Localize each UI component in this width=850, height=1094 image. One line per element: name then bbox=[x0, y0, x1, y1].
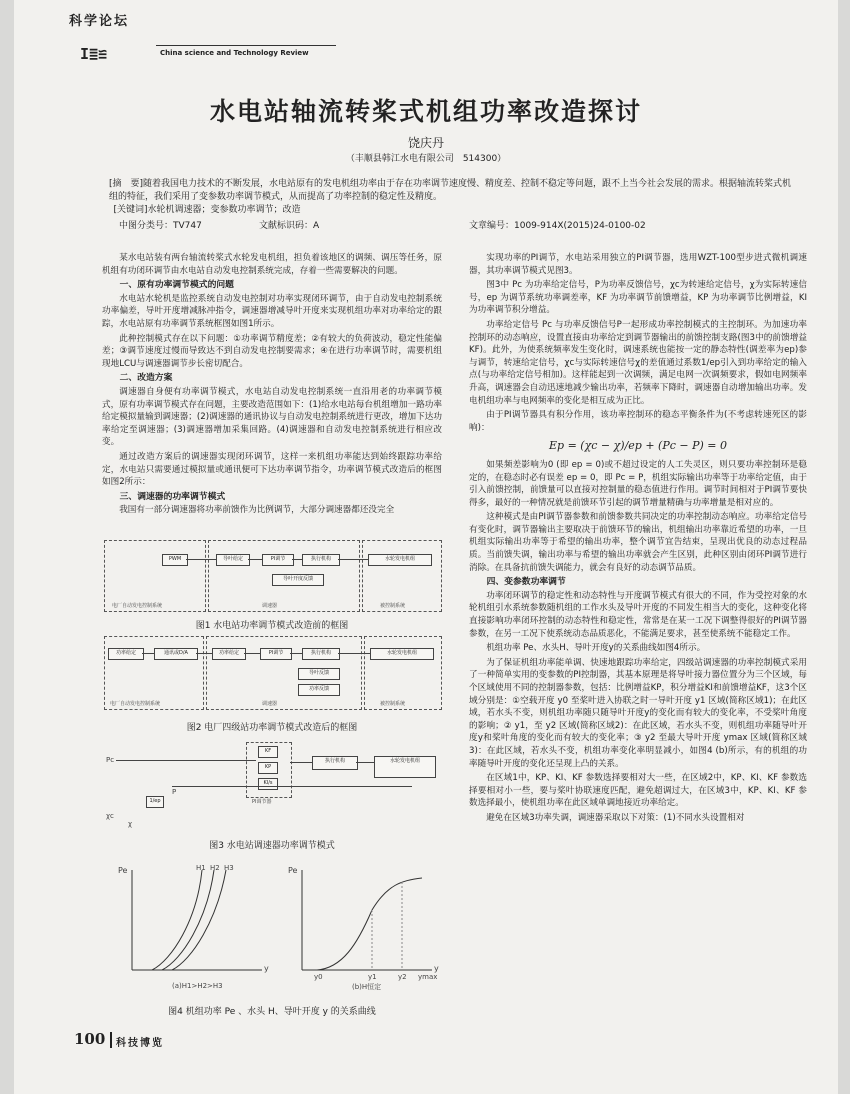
journal-logo: I≣≌ bbox=[80, 45, 108, 63]
fig1-guide-setpoint-box: 导叶给定 bbox=[216, 554, 250, 566]
fig1-region-label: 电厂自动发电控制系统 bbox=[112, 603, 163, 609]
fig2-power-feedback-box: 功率反馈 bbox=[298, 684, 340, 696]
paragraph: 实现功率的PI调节，水电站采用独立的PI调节器，选用WZT-100型步进式微机调速器，其功率调节模式见图3。 bbox=[469, 253, 807, 276]
left-column bbox=[102, 252, 442, 519]
section-heading: 二、改造方案 bbox=[119, 373, 173, 384]
fig2-region-label: 被控制系统 bbox=[380, 701, 406, 707]
fig4b-tick: y2 bbox=[398, 973, 407, 981]
fig3-kf-box: KF bbox=[258, 746, 278, 758]
paragraph: 这种模式是由PI调节器参数和前馈参数共同决定的功率控制动态响应。功率给定信号有变化时，调节器输出主要取决于前馈环节的输出，机组输出功率靠近希望的功率，一旦机组实际输出功率等于希望的输出功率，整个调节宜告结束，呈现出优良的动态过程品质。当前馈失调，输出功率与希望的输出功率就会产生区别，此种区别由闭环PI调节进行消除。在具备抗前馈失调能力，就会有良好的动态调节品质。 bbox=[469, 512, 807, 573]
fig3-link bbox=[116, 760, 256, 761]
fig3-label: P bbox=[172, 788, 177, 796]
paragraph: 为了保证机组功率能单调、快速地跟踪功率给定，四级站调速器的功率控制模式采用了一种简单实用的变参数的PI控制器，其基本原理是将导叶接力器位置分为三个区域，每个区域使用不同的控制器参数，包括：比例增益KP，积分增益KI和前馈增益KF，这3个区域分别是：①空载开度 y0 至桨叶进入协联之时一导叶开度 y1 区域(简称区域1)；在此区域，若水头不变，则机组功率随只随导叶开度y的变化而有较大的变化率，不受桨叶角度的影响；② y1，至 y2 区域(简称区域2)：在此区域，若水头不变，则机组功率随导叶开度y和桨叶角度的变化而有较大的变化率；③ y2 至最大导叶开度 ymax 区域(简称区域3)：在此区域，若水头不变，机组功率变化率明显减小，如图4 (b)所示，有的机组的功率随导叶开度的变化还呈现上凸的关系。 bbox=[469, 657, 807, 769]
right-column bbox=[469, 252, 807, 827]
fig2-link bbox=[290, 653, 302, 654]
figure-4 bbox=[102, 860, 442, 990]
fig1-link bbox=[248, 559, 262, 560]
fig2-turbine-box: 水轮发电机组 bbox=[370, 648, 434, 660]
fig2-link bbox=[338, 653, 370, 654]
fig1-turbine-box: 水轮发电机组 bbox=[368, 554, 432, 566]
affiliation: （丰顺县韩江水电有限公司 514300） bbox=[345, 154, 507, 164]
figure-1-caption: 图1 水电站功率调节模式改造前的框图 bbox=[195, 621, 349, 631]
page-number: 100 bbox=[74, 1030, 106, 1048]
fig2-link bbox=[244, 653, 260, 654]
fig1-pwm-box: PWM bbox=[162, 554, 188, 566]
fig2-link bbox=[142, 653, 154, 654]
fig4a-axis-y: y bbox=[264, 964, 269, 973]
paragraph: 调速器自身便有功率调节模式，水电站自动发电控制系统一直沿用老的功率调节模式，原有功率调节模式存在问题，主要改造范围如下：(1)给水电站每台机组增加一路功率给定模拟量输到调速器；(2)调速器的通讯协议与自动发电控制系统进行更改，增加下达功率给定至调速器；(3)调速器增加采集回路。(4)调速器和自动发电控制系统进行相应改变。 bbox=[102, 386, 442, 448]
paragraph: 某水电站装有两台轴流转桨式水轮发电机组，担负着该地区的调频、调压等任务，原机组有功闭环调节由水电站自动发电控制系统完成，存着一些需要解决的问题。 bbox=[102, 253, 442, 276]
figure-2-caption: 图2 电厂四级站功率调节模式改造后的框图 bbox=[186, 723, 358, 733]
section-heading: 四、变参数功率调节 bbox=[486, 577, 566, 588]
figure-4-curves bbox=[102, 860, 442, 990]
journal-name: China science and Technology Review bbox=[160, 49, 309, 57]
paragraph: 功率闭环调节的稳定性和动态特性与开度调节模式有很大的不同，作为受控对象的水轮机组引水系统参数随机组的工作水头及导叶开度的不同发生相当大的变化，这种变化将直接影响功率闭环控制的动态特性和稳定性，常常是在某一工况下调整得很好的PI调节器参数，在另一工况下使系统动态品质恶化，不能满足要求，甚至使系统不能稳定工作。 bbox=[469, 590, 807, 639]
keywords: [关键词]水轮机调速器；变参数功率调节；改造 bbox=[113, 205, 301, 215]
fig2-region-label: 调速器 bbox=[262, 701, 278, 707]
paragraph: 由于PI调节器具有积分作用，该功率控制环的稳态平衡条件为(不考虑转速死区的影响)： bbox=[469, 410, 807, 433]
fig1-pi-box: PI调节 bbox=[262, 554, 294, 566]
abstract-block bbox=[109, 178, 799, 217]
paragraph: 通过改造方案后的调速器实现闭环调节，这样一来机组功率能达到始终跟踪功率给定，水电站只需要通过模拟量或通讯便可下达功率调节指令，功率调节模式改造后的框图如图2所示： bbox=[102, 451, 442, 488]
section-heading: 三、调速器的功率调节模式 bbox=[119, 491, 226, 502]
steady-state-formula: Ep = (χc − χ)/ep + (Pc − P) = 0 bbox=[549, 439, 727, 453]
fig2-setpoint-box: 功率给定 bbox=[212, 648, 246, 660]
fig3-droop-box: 1/ep bbox=[146, 796, 164, 808]
author: 饶庆丹 bbox=[407, 136, 444, 150]
fig1-actuator-box: 执行机构 bbox=[302, 554, 340, 566]
fig3-link bbox=[290, 762, 312, 763]
fig3-turbine-box: 水轮发电机组 bbox=[374, 756, 436, 778]
fig4a-curve-label: H3 bbox=[224, 864, 234, 872]
fig1-region-label: 被控制系统 bbox=[380, 603, 406, 609]
footer-divider bbox=[110, 1032, 112, 1048]
figure-3 bbox=[102, 740, 442, 832]
footer-journal: 科技博览 bbox=[116, 1038, 164, 1049]
fig3-ki-box: KI/s bbox=[258, 778, 278, 790]
fig4a-curve-label: H1 bbox=[196, 864, 206, 872]
abstract-text: [摘 要]随着我国电力技术的不断发展，水电站原有的发电机组功率由于存在功率调节速度慢、精度差、控制不稳定等问题，跟不上当今社会发展的需求。根据轴流转桨式机组的特征，我们采用了变参数功率调节模式，从而提高了功率控制的稳定性及精度。 bbox=[109, 179, 792, 202]
paragraph: 此种控制模式存在以下问题：①功率调节精度差；②有较大的负荷波动，稳定性能偏差；③调节速度过慢而导致达不到自动发电控制要需求；④在进行功率调节时，需要机组现地LCU与调速器调节步长密切配合。 bbox=[102, 333, 442, 369]
fig1-link bbox=[292, 559, 302, 560]
fig4b-tick: y0 bbox=[314, 973, 323, 981]
figure-2 bbox=[102, 634, 442, 712]
fig4b-tick: y1 bbox=[368, 973, 377, 981]
header-rule bbox=[156, 45, 336, 46]
column-label: 科学论坛 bbox=[69, 14, 130, 29]
fig3-feedback-line bbox=[172, 786, 412, 787]
fig4b-tick: ymax bbox=[418, 973, 438, 981]
fig4-sub-a: (a)H1>H2>H3 bbox=[172, 982, 223, 990]
fig2-pi-box: PI调节 bbox=[260, 648, 292, 660]
clc-number: 中图分类号：TV747 bbox=[119, 221, 202, 231]
fig1-region-label: 调速器 bbox=[262, 603, 278, 609]
paragraph: 水电站水轮机是监控系统自动发电控制对功率实现闭环调节，由于自动发电控制系统功率偏差，导叶开度增减脉冲指令，调速器增减导叶开度来实现机组功率对功率给定的跟踪，水电站原有功率调节系统框图如图1所示。 bbox=[102, 293, 442, 329]
fig3-label: Pc bbox=[106, 756, 115, 764]
paper-page bbox=[14, 0, 838, 1094]
fig1-link bbox=[338, 559, 368, 560]
article-title: 水电站轴流转桨式机组功率改造探讨 bbox=[209, 97, 642, 126]
figure-4-caption: 图4 机组功率 Pe 、水头 H、导叶开度 y 的关系曲线 bbox=[168, 1007, 376, 1017]
fig2-region-label: 电厂自动发电控制系统 bbox=[110, 701, 161, 707]
fig3-label: PI调节器 bbox=[252, 799, 272, 805]
fig4b-axis-p: Pe bbox=[288, 866, 298, 875]
fig2-guide-feedback-box: 导叶反馈 bbox=[298, 668, 340, 680]
fig3-kp-box: KP bbox=[258, 762, 278, 774]
figure-1 bbox=[102, 538, 442, 614]
figure-3-caption: 图3 水电站调速器功率调节模式 bbox=[209, 841, 335, 851]
fig4-sub-b: (b)H恒定 bbox=[352, 983, 382, 991]
fig2-link bbox=[196, 653, 212, 654]
fig4a-axis-p: Pe bbox=[118, 866, 128, 875]
paragraph: 避免在区域3功率失调，调速器采取以下对策：(1)不同水头设置相对 bbox=[486, 812, 745, 823]
paragraph: 我国有一部分调速器将功率前馈作为比例调节，大部分调速器都还没完全 bbox=[119, 505, 395, 516]
fig1-feedback-box: 导叶开度反馈 bbox=[272, 574, 324, 586]
article-number: 文章编号：1009-914X(2015)24-0100-02 bbox=[469, 221, 646, 231]
fig2-actuator-box: 执行机构 bbox=[302, 648, 340, 660]
paragraph: 功率给定信号 Pc 与功率反馈信号P一起形成功率控制模式的主控制环。为加速功率控制环的动态响应，设置直接由功率给定到调节器输出的前馈控制支路(图3中的前馈增益KF)。此外，为使系统频率发生变化时，调速系统也能按一定的静态特性(调差率为ep)参与调节，转速给定信号，χc与实际转速信号χ的差值通过系数1/ep引入到功率给定的输入点(与功率给定信号相加)。这样能起到一次调频，满足电网一次调频要求，假如电网频率升高，调速器会自动迅速地减少输出功率，若频率下降时，调速器自动增加输出功率。发电机组功率与电网频率的变化是相互成为正比。 bbox=[469, 319, 807, 406]
fig4b-axis-y: y bbox=[434, 964, 439, 973]
fig3-label: χ bbox=[128, 820, 133, 828]
fig4a-curve-label: H2 bbox=[210, 864, 220, 872]
fig2-power-setpoint-box: 功率给定 bbox=[108, 648, 144, 660]
fig3-label: χc bbox=[106, 812, 114, 820]
paragraph: 在区域1中，KP、KI、KF 参数选择要相对大一些，在区域2中，KP、KI、KF 参数选择要相对小一些，要与桨叶协联速度匹配，避免超调过大，在区域3中，KP、KI、KF 参数选择最小，使机组功率在此区域单调地接近功率给定。 bbox=[469, 773, 807, 809]
section-heading: 一、原有功率调节模式的问题 bbox=[119, 280, 234, 291]
paragraph: 机组功率 Pe、水头H、导叶开度y的关系曲线如图4所示。 bbox=[486, 643, 706, 654]
fig3-pi-region bbox=[246, 742, 292, 798]
fig2-comm-box: 通讯或D/A bbox=[154, 648, 198, 660]
paragraph: 如果频差影响为0 (即 ep = 0)或不超过设定的人工失灵区，则只要功率控制环是稳定的，在稳态时必有误差 ep = 0，即 Pc = P，机组实际输出功率等于功率给定值，由于引入前馈控制，前馈量可以直接对控制量的稳态值进行作用。调节时间相对于PI调节要快得多，最好的一种情况就是前馈环节引起的调节增量精确与功率增量是相对应的。 bbox=[469, 459, 807, 508]
fig3-link bbox=[356, 762, 374, 763]
paragraph: 图3中 Pc 为功率给定信号，P为功率反馈信号，χc为转速给定信号，χ为实际转速信号，ep 为调节系统功率调差率，KF 为功率调节前馈增益，KP 为功率调节比例增益，KI 为功率调节积分增益。 bbox=[469, 280, 807, 316]
document-code: 文献标识码：A bbox=[259, 221, 320, 231]
fig3-actuator-box: 执行机构 bbox=[312, 756, 358, 770]
fig1-link bbox=[186, 559, 216, 560]
